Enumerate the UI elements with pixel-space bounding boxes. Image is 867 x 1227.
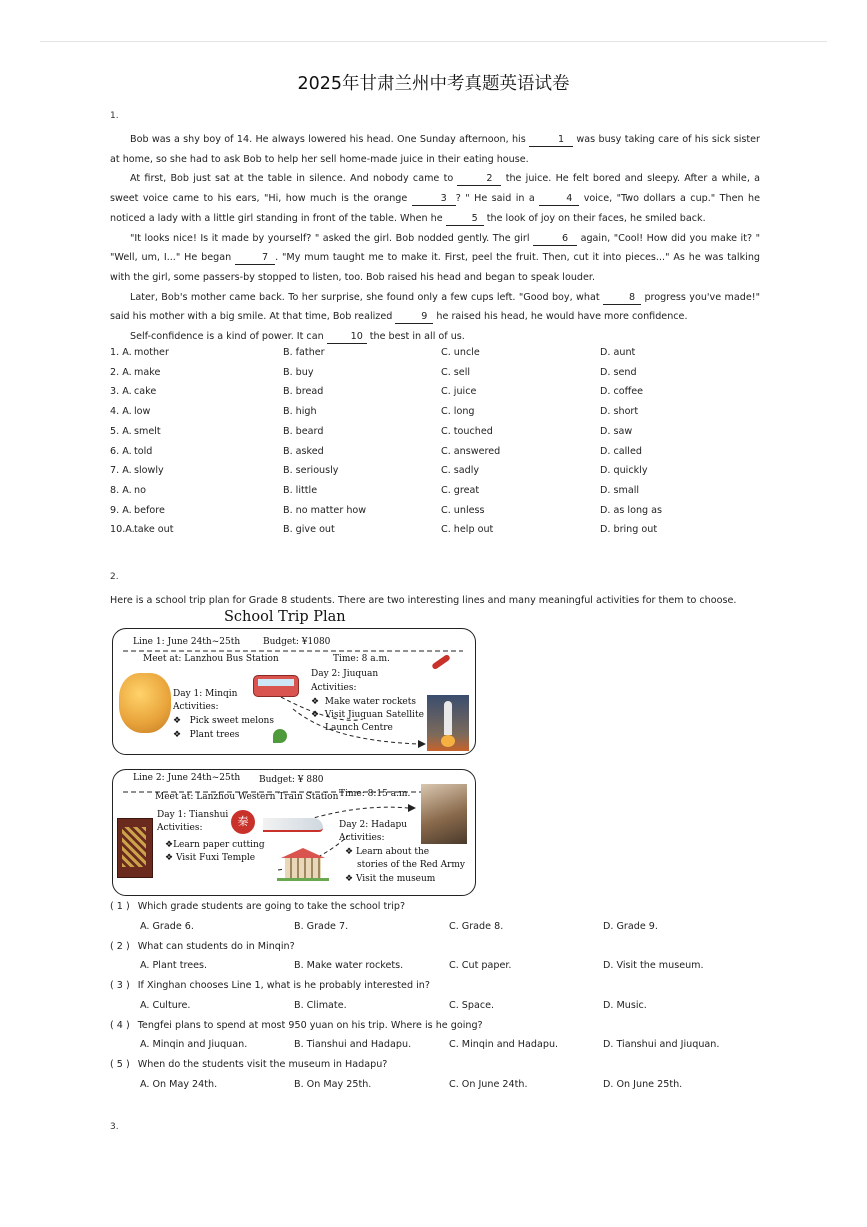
option-c[interactable]: C. sadly [441,465,480,477]
option-row [110,406,760,426]
option-b[interactable]: B. little [283,484,318,496]
line2-day1-item-2: ❖ Visit Fuxi Temple [165,853,256,863]
line1-card [112,628,476,755]
line2-header: Line 2: June 24th~25th [133,773,241,783]
answer-option-c[interactable]: C. Space. [449,999,495,1011]
option-row [110,426,760,446]
answer-option-a[interactable]: A. Grade 6. [140,920,194,932]
cloze-blank: 3 [412,193,456,206]
option-d[interactable]: D. as long as [600,504,663,516]
option-a[interactable]: mother [134,347,169,358]
answer-option-d[interactable]: D. Grade 9. [603,920,658,932]
question-2-number: 2. [110,572,119,582]
line1-day2-activities: Activities: [311,683,357,693]
option-c[interactable]: C. unless [441,504,485,516]
reading-question [110,901,405,912]
cloze-blank: 9 [395,311,433,324]
line1-day2-item-2: ❖ Visit Jiuquan Satellite [311,710,424,720]
question-3-number: 3. [110,1122,119,1132]
question-number: ( 5 ) [110,1059,130,1070]
reading-question [110,941,295,952]
option-number: 8. A. [110,484,132,496]
reading-question [110,1020,483,1031]
paper-cutting-image [117,818,153,878]
question-number: ( 4 ) [110,1019,130,1031]
option-b[interactable]: B. seriously [283,465,339,477]
line2-meet: Meet at: Lanzhou Western Train Station [155,792,339,802]
answer-option-c[interactable]: C. Grade 8. [449,920,504,932]
option-number: 4. A. [110,406,132,418]
option-a[interactable]: take out [134,524,174,536]
answer-option-a[interactable]: A. Plant trees. [140,960,208,972]
answer-option-b[interactable]: B. Make water rockets. [294,960,404,972]
answer-option-c[interactable]: C. Cut paper. [449,960,512,972]
bus-icon [253,675,299,697]
option-b[interactable]: B. asked [283,445,324,457]
answer-option-d[interactable]: D. Music. [603,999,647,1011]
line1-day1-item-1: ❖ Pick sweet melons [173,716,274,726]
option-b[interactable]: B. beard [283,425,324,437]
answer-option-c[interactable]: C. On June 24th. [449,1078,528,1090]
cloze-blank: 2 [457,173,501,186]
option-a[interactable]: told [134,445,153,457]
line2-day2-item-1-text: Learn about the [355,847,430,857]
answer-option-c[interactable]: C. Minqin and Hadapu. [449,1039,559,1051]
option-number: 6. A. [110,445,132,457]
passage-paragraph [110,327,760,347]
passage-paragraph [110,130,760,169]
line1-header: Line 1: June 24th~25th [133,637,241,647]
question-text: If Xinghan chooses Line 1, what is he probably interested in? [137,980,430,991]
option-d[interactable]: D. called [600,445,642,457]
cloze-blank: 4 [539,193,579,206]
option-b[interactable]: B. bread [283,386,324,398]
option-c[interactable]: C. juice [441,386,477,398]
option-number: 3. A. [110,386,132,398]
line2-day2-extra: stories of the Red Army [357,860,465,870]
option-row [110,446,760,466]
line1-day1-title: Day 1: Minqin [173,689,238,699]
question-number: ( 1 ) [110,901,130,912]
passage-text: he raised his head, he would have more confidence. [433,311,688,323]
option-row [110,505,760,525]
option-d[interactable]: D. quickly [600,465,648,477]
line2-day1-title: Day 1: Tianshui [157,810,229,820]
line1-day2-item-1-text: Make water rockets [324,697,416,707]
line1-day1-activities: Activities: [173,702,219,712]
option-row [110,386,760,406]
option-c[interactable]: C. long [441,406,475,418]
cloze-blank: 10 [327,331,367,344]
question-text: Tengfei plans to spend at most 950 yuan on his trip. Where is he going? [137,1019,483,1031]
cloze-passage [110,130,760,347]
train-icon [263,818,323,832]
line1-meet: Meet at: Lanzhou Bus Station [143,654,279,664]
line2-budget: Budget: ¥ 880 [259,775,324,785]
option-row [110,347,760,367]
line2-day2-item-2: ❖ Visit the museum [345,874,436,884]
passage-text: again, "Cool! How did you make it? " "Well, um, I..." He began [110,232,760,264]
question-number: ( 3 ) [110,980,130,991]
question-text: What can students do in Minqin? [137,940,295,952]
option-b[interactable]: B. high [283,406,317,418]
option-d[interactable]: D. saw [600,425,633,437]
option-row [110,367,760,387]
answer-option-d[interactable]: D. On June 25th. [603,1078,683,1090]
option-b[interactable]: B. father [283,347,325,358]
question-2-intro: Here is a school trip plan for Grade 8 students. There are two interesting lines and many meaningful activities for them to choose. [110,595,737,606]
option-d[interactable]: D. send [600,366,637,378]
option-a[interactable]: slowly [134,465,164,477]
answer-option-a[interactable]: A. Culture. [140,999,191,1011]
line2-day1-activities: Activities: [157,823,203,833]
option-d[interactable]: D. short [600,406,639,418]
option-a[interactable]: before [134,504,165,516]
passage-text: Later, Bob's mother came back. To her surprise, she found only a few cups left. "Good boy, what [130,291,604,303]
museum-icon [281,848,325,880]
option-number: 9. A. [110,504,132,516]
option-d[interactable]: D. aunt [600,347,636,358]
option-c[interactable]: C. great [441,484,480,496]
option-number: 5. A. [110,425,132,437]
option-b[interactable]: B. buy [283,366,314,378]
answer-option-b[interactable]: B. On May 25th. [294,1078,372,1090]
option-a[interactable]: make [134,366,161,378]
option-number: 10.A. [110,524,135,536]
option-c[interactable]: C. sell [441,366,471,378]
line2-day1-item-1: ❖Learn paper cutting [165,840,265,850]
line2-day2-title: Day 2: Hadapu [339,820,408,830]
passage-paragraph [110,288,760,327]
passage-text: "It looks nice! Is it made by yourself? " asked the girl. Bob nodded gently. The girl [130,232,534,244]
line2-day2-item-2-text: Visit the museum [355,874,436,884]
line1-day2-item-2-text: Visit Jiuquan Satellite [324,710,424,720]
option-c[interactable]: C. touched [441,425,493,437]
passage-text: Bob was a shy boy of 14. He always lowered his head. One Sunday afternoon, his [130,134,530,145]
line1-time: Time: 8 a.m. [333,654,390,664]
answer-option-d[interactable]: D. Visit the museum. [603,960,704,972]
option-a[interactable]: smelt [134,425,161,437]
answer-option-a[interactable]: A. On May 24th. [140,1078,218,1090]
passage-text: voice, "Two dollars a cup." Then he noticed a lady with a little girl standing in front of the table. When he [110,193,760,224]
question-number: ( 2 ) [110,940,130,952]
header-rule [40,41,827,42]
line2-day2-item-1: ❖ Learn about the [345,847,430,857]
option-row [110,524,760,544]
passage-text: the best in all of us. [366,331,465,343]
line1-day2-title: Day 2: Jiuquan [311,669,379,679]
passage-text: . "My mum taught me to make it. First, peel the fruit. Then, cut it into pieces..." As he was talking with the girl, some passers-by stopped to listen, too. Bob raised his head and began to speak louder. [110,252,760,283]
melon-image [119,673,171,733]
question-1-number: 1. [110,111,119,121]
line1-day2-extra: Launch Centre [325,723,393,733]
passage-text: was busy taking care of his sick sister at home, so she had to ask Bob to help her sell home-made juice in their eating house. [110,134,761,165]
option-a[interactable]: low [134,406,151,418]
option-d[interactable]: D. bring out [600,524,658,536]
line1-day1-item-1-text: Pick sweet melons [189,716,274,726]
line1-day1-item-2: ❖ Plant trees [173,730,240,740]
line1-day2-item-1: ❖ Make water rockets [311,697,416,707]
cloze-blank: 6 [533,233,577,246]
option-row [110,485,760,505]
answer-option-b[interactable]: B. Grade 7. [294,920,349,932]
sprout-icon [273,729,287,743]
option-number: 7. A. [110,465,132,477]
reading-question [110,1059,387,1070]
line1-budget: Budget: ¥1080 [263,637,331,647]
option-b[interactable]: B. give out [283,524,335,536]
passage-text: ? " He said in a [455,193,540,205]
cloze-blank: 7 [235,252,275,265]
passage-text: the look of joy on their faces, he smiled back. [483,212,706,224]
passage-paragraph [110,229,760,288]
passage-text: the juice. He felt bored and sleepy. After a while, a sweet voice came to his ears, "Hi, how much is the orange [110,173,760,205]
rocket-launch-image [427,695,469,751]
question-text: When do the students visit the museum in Hadapu? [137,1059,388,1070]
option-a[interactable]: cake [134,386,157,398]
cloze-blank: 1 [529,134,573,147]
line2-day2-activities: Activities: [339,833,385,843]
hadapu-image [421,784,467,844]
answer-option-b[interactable]: B. Climate. [294,999,347,1011]
plan-title: School Trip Plan [224,609,346,625]
passage-text: progress you've made!" said his mother with a big smile. At that time, Bob realized [110,291,760,323]
option-a[interactable]: no [134,484,146,496]
line1-day1-item-2-text: Plant trees [189,730,240,740]
option-row [110,465,760,485]
line2-card [112,769,476,896]
question-text: Which grade students are going to take the school trip? [137,901,406,912]
page-title: 2025年甘肃兰州中考真题英语试卷 [297,74,570,94]
option-d[interactable]: D. coffee [600,386,644,398]
passage-text: At first, Bob just sat at the table in silence. And nobody came to [130,173,458,185]
line2-day1-item-1-text: Learn paper cutting [173,840,265,850]
option-c[interactable]: C. answered [441,445,501,457]
answer-option-b[interactable]: B. Tianshui and Hadapu. [294,1039,412,1051]
tianshui-seal-icon: 秦 [231,810,255,834]
option-c[interactable]: C. help out [441,524,494,536]
option-c[interactable]: C. uncle [441,347,480,358]
passage-paragraph [110,169,760,228]
cloze-blank: 8 [603,292,641,305]
answer-option-d[interactable]: D. Tianshui and Jiuquan. [603,1039,720,1051]
line2-time: Time: 8:15 a.m. [339,789,411,799]
passage-text: Self-confidence is a kind of power. It can [130,331,327,343]
reading-question [110,980,430,991]
option-b[interactable]: B. no matter how [283,504,367,516]
option-d[interactable]: D. small [600,484,640,496]
cloze-blank: 5 [446,213,484,226]
line2-day1-item-2-text: Visit Fuxi Temple [175,853,256,863]
answer-option-a[interactable]: A. Minqin and Jiuquan. [140,1039,248,1051]
option-number: 2. A. [110,366,132,378]
option-number: 1. A. [110,347,132,358]
